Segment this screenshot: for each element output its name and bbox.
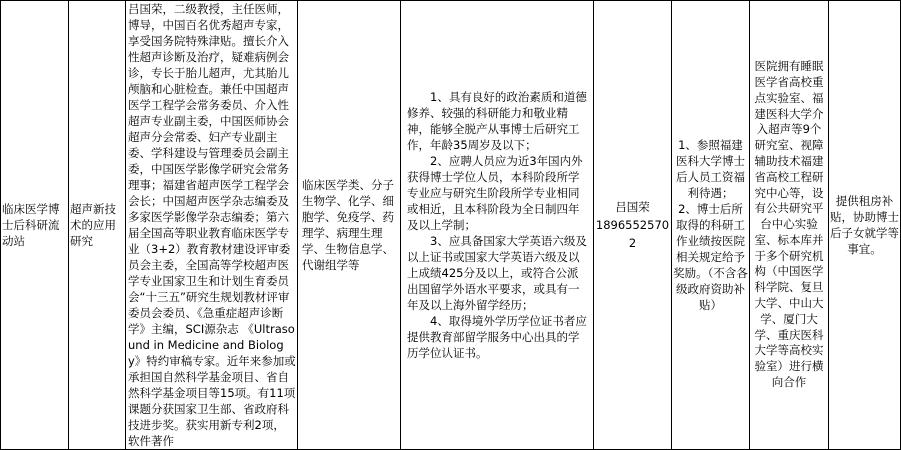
requirements-cell [401,1,594,450]
requirement-item: 3、应具备国家大学英语六级及以上证书或国家大学英语六级及以上成绩425分及以上，或符合公派出国留学外语水平要求，或具有一年及以上海外留学经历； [407,234,587,312]
other-benefits-cell: 提供租房补贴，协助博士后子女就学等事宜。 [829,1,901,450]
table-row [1,1,901,450]
requirement-item: 4、取得境外学历学位证书者应提供教育部留学服务中心出具的学历学位认证书。 [407,314,587,360]
station-name-cell: 临床医学博士后科研流动站 [1,1,69,450]
contact-cell [594,1,672,450]
supervisor-intro-cell: 吕国荣，二级教授，主任医师，博导，中国百名优秀超声专家，享受国务院特殊津贴。擅长介入性超声诊断及治疗，疑难病例会诊，专长于胎儿超声，尤其胎儿颅脑和心脏检查。兼任中国超声医学工程学会常务委员、介入性超声专业副主委，中国医师协会超声分会常委、妇产专业副主委、学科建设与管理委员会副主委，中国医学影像学研究会常务理事；福建省超声医学工程学会会长；中国超声医学杂志编委及多家医学影像学杂志编委；第六届全国高等职业教育临床医学专业（3+2）教育教材建设评审委员会主委，全国高等学校超声医学专业国家卫生和计划生育委员会“十三五”研究生规划教材评审委员会委员、《急重症超声诊断学》主编，SCI源杂志 《Ultrasound in Medicine and Biology》特约审稿专家。近年来参加或承担国自然科学基金项目、省自然科学基金项目等15项。有11项课题分获国家卫生部、省政府科技进步奖。获实用新专利2项，软件著作 [126,1,298,450]
requirement-item: 2、应聘人员应为近3年国内外获得博士学位人员，本科阶段所学专业应与研究生阶段所学专业相同或相近，且本科阶段为全日制四年及以上学制； [407,154,583,232]
treatment-item: 2、博士后所取得的科研工作业绩按医院相关规定给予奖励。（不含各级政府资助补贴） [673,202,748,312]
treatment-item: 1、参照福建医科大学博士后人员工资福利待遇； [676,138,745,200]
contact-name: 吕国荣 [615,200,650,214]
requirement-item: 1、具有良好的政治素质和道德修养、较强的科研能力和敬业精神，能够全脱产从事博士后研究工作，年龄35周岁及以下； [407,90,587,152]
required-majors-cell: 临床医学类、分子生物学、化学、细胞学、免疫学、药理学、病理生理学、生物信息学、代谢组学等 [298,1,401,450]
research-direction-cell: 超声新技术的应用研究 [69,1,126,450]
contact-phone: 18965525702 [595,218,670,250]
treatment-cell [672,1,750,450]
research-platform-cell: 医院拥有睡眠医学省高校重点实验室、福建医科大学介入超声等9个研究室、视障辅助技术福建省高校工程研究中心等，设有公共研究平台中心实验室、标本库并于多个研究机构（中国医学科学院、复旦大学、中山大学、厦门大学、重庆医科大学等高校实验室）进行横向合作 [750,1,829,450]
